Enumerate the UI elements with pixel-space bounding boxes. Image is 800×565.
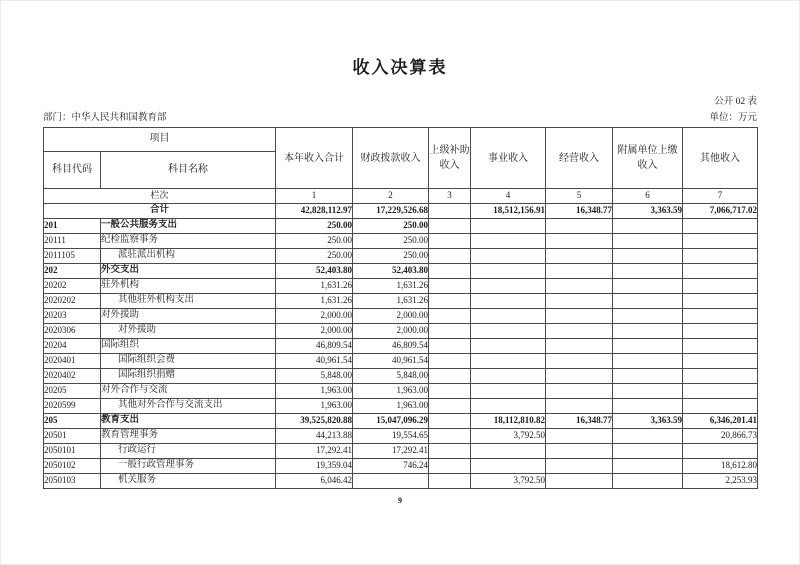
institutional-income-cell: 18,112,810.82 [471,414,546,429]
affiliated-remittance-cell [613,264,683,279]
other-income-cell [683,264,758,279]
superior-subsidy-cell [429,399,471,414]
revenue-final-accounts-table [43,127,758,489]
header-col-number-7: 7 [683,189,758,204]
superior-subsidy-cell [429,474,471,489]
operating-income-cell [546,279,613,294]
page-title: 收入决算表 [352,58,448,77]
subject-code-cell: 2020401 [44,354,101,369]
institutional-income-cell [471,279,546,294]
other-income-cell [683,324,758,339]
affiliated-remittance-cell [613,309,683,324]
subject-name-cell: 对外合作与交流 [101,384,276,399]
institutional-income-cell [471,354,546,369]
other-income-cell [683,234,758,249]
institutional-income-cell [471,234,546,249]
operating-income-cell [546,399,613,414]
annual-total-cell: 2,000.00 [276,324,353,339]
total-subsidy [429,204,471,219]
subject-name-cell: 教育管理事务 [101,429,276,444]
affiliated-remittance-cell [613,339,683,354]
operating-income-cell [546,324,613,339]
superior-subsidy-cell [429,309,471,324]
other-income-cell [683,294,758,309]
total-institutional: 18,512,156.91 [471,204,546,219]
total-label: 合计 [44,204,276,219]
annual-total-cell: 40,961.54 [276,354,353,369]
subject-name-cell: 对外援助 [101,324,276,339]
header-project: 项目 [44,128,276,152]
annual-total-cell: 250.00 [276,219,353,234]
operating-income-cell [546,309,613,324]
header-col-fiscal-appropriation: 财政拨款收入 [353,128,429,189]
institutional-income-cell: 3,792.50 [471,474,546,489]
table-row [44,474,758,489]
institutional-income-cell [471,309,546,324]
affiliated-remittance-cell: 3,363.59 [613,414,683,429]
affiliated-remittance-cell [613,219,683,234]
subject-code-cell: 205 [44,414,101,429]
superior-subsidy-cell [429,219,471,234]
other-income-cell [683,309,758,324]
annual-total-cell: 39,525,820.88 [276,414,353,429]
superior-subsidy-cell [429,324,471,339]
affiliated-remittance-cell [613,384,683,399]
table-row [44,219,758,234]
operating-income-cell [546,339,613,354]
subject-code-cell: 201 [44,219,101,234]
affiliated-remittance-cell [613,354,683,369]
other-income-cell [683,384,758,399]
subject-name-cell: 国际组织 [101,339,276,354]
table-row [44,369,758,384]
superior-subsidy-cell [429,264,471,279]
table-row [44,324,758,339]
header-col-number-6: 6 [613,189,683,204]
subject-code-cell: 2050102 [44,459,101,474]
table-row [44,384,758,399]
fiscal-appropriation-cell: 250.00 [353,219,429,234]
subject-name-cell: 纪检监察事务 [101,234,276,249]
other-income-cell: 18,612.80 [683,459,758,474]
institutional-income-cell [471,339,546,354]
affiliated-remittance-cell [613,369,683,384]
subject-name-cell: 教育支出 [101,414,276,429]
header-col-number-5: 5 [546,189,613,204]
other-income-cell: 6,346,201.41 [683,414,758,429]
subject-code-cell: 2020202 [44,294,101,309]
fiscal-appropriation-cell: 250.00 [353,249,429,264]
other-income-cell [683,249,758,264]
fiscal-appropriation-cell: 746.24 [353,459,429,474]
affiliated-remittance-cell [613,459,683,474]
other-income-cell: 2,253.93 [683,474,758,489]
annual-total-cell: 5,848.00 [276,369,353,384]
table-row [44,234,758,249]
department-label: 部门：中华人民共和国教育部 [43,113,167,123]
affiliated-remittance-cell [613,444,683,459]
superior-subsidy-cell [429,429,471,444]
subject-code-cell: 2011105 [44,249,101,264]
subject-code-cell: 20205 [44,384,101,399]
subject-code-cell: 20111 [44,234,101,249]
header-col-number-3: 3 [429,189,471,204]
subject-code-cell: 202 [44,264,101,279]
subject-name-cell: 其他对外合作与交流支出 [101,399,276,414]
table-row [44,429,758,444]
annual-total-cell: 19,359.04 [276,459,353,474]
doc-code-label: 公开 02 表 [714,97,757,107]
header-subject-name: 科目名称 [101,152,276,189]
superior-subsidy-cell [429,414,471,429]
annual-total-cell: 1,631.26 [276,279,353,294]
operating-income-cell [546,474,613,489]
other-income-cell [683,369,758,384]
annual-total-cell: 250.00 [276,249,353,264]
annual-total-cell: 1,631.26 [276,294,353,309]
operating-income-cell [546,369,613,384]
other-income-cell: 20,866.73 [683,429,758,444]
fiscal-appropriation-cell: 17,292.41 [353,444,429,459]
annual-total-cell: 1,963.00 [276,384,353,399]
superior-subsidy-cell [429,444,471,459]
affiliated-remittance-cell [613,324,683,339]
unit-label: 单位：万元 [709,113,757,123]
operating-income-cell [546,429,613,444]
fiscal-appropriation-cell: 1,631.26 [353,294,429,309]
superior-subsidy-cell [429,279,471,294]
subject-name-cell: 一般行政管理事务 [101,459,276,474]
annual-total-cell: 6,046.42 [276,474,353,489]
header-col-affiliated-remittance: 附属单位上缴收入 [613,128,683,189]
subject-code-cell: 2050101 [44,444,101,459]
institutional-income-cell [471,459,546,474]
operating-income-cell [546,444,613,459]
operating-income-cell [546,234,613,249]
superior-subsidy-cell [429,369,471,384]
meta-line [43,109,757,123]
fiscal-appropriation-cell: 40,961.54 [353,354,429,369]
header-col-number-4: 4 [471,189,546,204]
operating-income-cell [546,264,613,279]
header-col-institutional-income: 事业收入 [471,128,546,189]
table-body [44,204,758,489]
subject-name-cell: 国际组织捐赠 [101,369,276,384]
subject-code-cell: 2020306 [44,324,101,339]
table-row [44,414,758,429]
operating-income-cell [546,354,613,369]
institutional-income-cell [471,384,546,399]
subject-code-cell: 20204 [44,339,101,354]
subject-code-cell: 2020599 [44,399,101,414]
subject-name-cell: 对外援助 [101,309,276,324]
annual-total-cell: 1,963.00 [276,399,353,414]
total-annual: 42,828,112.97 [276,204,353,219]
operating-income-cell: 16,348.77 [546,414,613,429]
page-number: 9 [398,496,402,505]
header-col-operating-income: 经营收入 [546,128,613,189]
superior-subsidy-cell [429,339,471,354]
fiscal-appropriation-cell: 19,554.65 [353,429,429,444]
table-row [44,444,758,459]
other-income-cell [683,219,758,234]
superior-subsidy-cell [429,249,471,264]
subject-code-cell: 20501 [44,429,101,444]
institutional-income-cell [471,264,546,279]
institutional-income-cell [471,444,546,459]
other-income-cell [683,354,758,369]
table-row [44,354,758,369]
subject-name-cell: 一般公共服务支出 [101,219,276,234]
table-row [44,294,758,309]
total-operating: 16,348.77 [546,204,613,219]
institutional-income-cell [471,369,546,384]
fiscal-appropriation-cell: 2,000.00 [353,324,429,339]
subject-name-cell: 其他驻外机构支出 [101,294,276,309]
affiliated-remittance-cell [613,429,683,444]
fiscal-appropriation-cell [353,474,429,489]
operating-income-cell [546,294,613,309]
subject-name-cell: 驻外机构 [101,279,276,294]
header-subject-code: 科目代码 [44,152,101,189]
fiscal-appropriation-cell: 2,000.00 [353,309,429,324]
affiliated-remittance-cell [613,279,683,294]
header-col-superior-subsidy: 上级补助收入 [429,128,471,189]
institutional-income-cell [471,249,546,264]
total-affiliated: 3,363.59 [613,204,683,219]
other-income-cell [683,399,758,414]
total-other: 7,066,717.02 [683,204,758,219]
total-fiscal: 17,229,526.68 [353,204,429,219]
table-row [44,279,758,294]
header-col-number-2: 2 [353,189,429,204]
annual-total-cell: 2,000.00 [276,309,353,324]
header-rank: 栏次 [44,189,276,204]
subject-code-cell: 2020402 [44,369,101,384]
superior-subsidy-cell [429,354,471,369]
subject-name-cell: 派驻派出机构 [101,249,276,264]
table-row [44,309,758,324]
institutional-income-cell [471,399,546,414]
fiscal-appropriation-cell: 1,631.26 [353,279,429,294]
institutional-income-cell [471,219,546,234]
total-row [44,204,758,219]
fiscal-appropriation-cell: 1,963.00 [353,399,429,414]
superior-subsidy-cell [429,234,471,249]
header-col-number-1: 1 [276,189,353,204]
institutional-income-cell [471,294,546,309]
fiscal-appropriation-cell: 15,047,096.29 [353,414,429,429]
table-row [44,264,758,279]
subject-code-cell: 20203 [44,309,101,324]
subject-code-cell: 2050103 [44,474,101,489]
subject-name-cell: 国际组织会费 [101,354,276,369]
operating-income-cell [546,249,613,264]
table-row [44,339,758,354]
header-col-other-income: 其他收入 [683,128,758,189]
subject-code-cell: 20202 [44,279,101,294]
subject-name-cell: 机关服务 [101,474,276,489]
superior-subsidy-cell [429,294,471,309]
subject-name-cell: 外交支出 [101,264,276,279]
fiscal-appropriation-cell: 1,963.00 [353,384,429,399]
affiliated-remittance-cell [613,249,683,264]
table-row [44,399,758,414]
superior-subsidy-cell [429,459,471,474]
fiscal-appropriation-cell: 5,848.00 [353,369,429,384]
affiliated-remittance-cell [613,474,683,489]
table-row [44,249,758,264]
operating-income-cell [546,384,613,399]
operating-income-cell [546,219,613,234]
table-row [44,459,758,474]
annual-total-cell: 44,213.88 [276,429,353,444]
fiscal-appropriation-cell: 52,403.80 [353,264,429,279]
superior-subsidy-cell [429,384,471,399]
institutional-income-cell: 3,792.50 [471,429,546,444]
affiliated-remittance-cell [613,294,683,309]
annual-total-cell: 17,292.41 [276,444,353,459]
affiliated-remittance-cell [613,234,683,249]
other-income-cell [683,339,758,354]
other-income-cell [683,444,758,459]
affiliated-remittance-cell [613,399,683,414]
annual-total-cell: 250.00 [276,234,353,249]
annual-total-cell: 52,403.80 [276,264,353,279]
annual-total-cell: 46,809.54 [276,339,353,354]
other-income-cell [683,279,758,294]
subject-name-cell: 行政运行 [101,444,276,459]
fiscal-appropriation-cell: 46,809.54 [353,339,429,354]
institutional-income-cell [471,324,546,339]
operating-income-cell [546,459,613,474]
header-col-annual-total: 本年收入合计 [276,128,353,189]
fiscal-appropriation-cell: 250.00 [353,234,429,249]
